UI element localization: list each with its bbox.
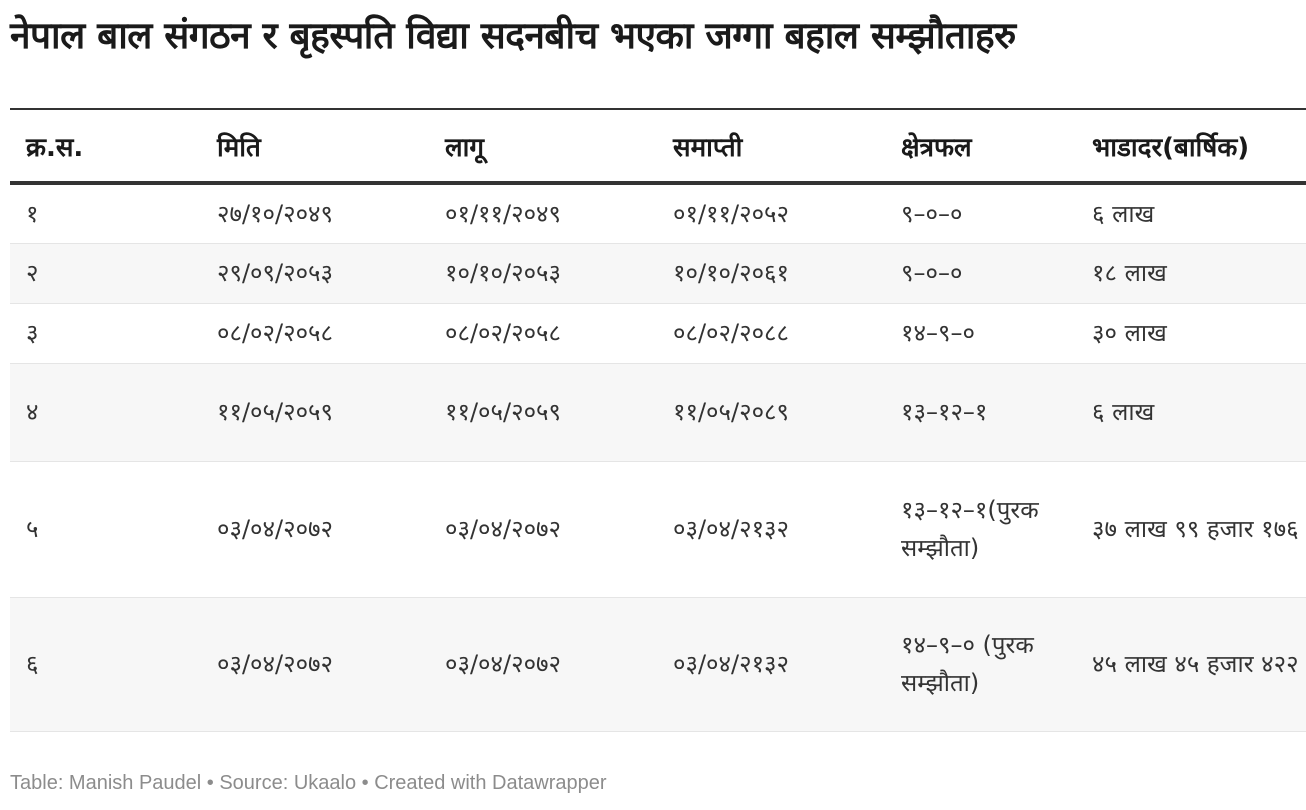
- table-row: [10, 303, 1306, 363]
- cell-expiry: १०/१०/२०६१: [657, 243, 885, 303]
- cell-effective: ११/०५/२०५९: [429, 363, 657, 461]
- cell-effective: ०८/०२/२०५८: [429, 303, 657, 363]
- cell-effective: १०/१०/२०५३: [429, 243, 657, 303]
- cell-expiry: ०१/११/२०५२: [657, 183, 885, 243]
- header-row: [10, 109, 1306, 183]
- cell-expiry: ११/०५/२०८९: [657, 363, 885, 461]
- cell-serial: ६: [10, 597, 201, 731]
- cell-expiry: ०८/०२/२०८८: [657, 303, 885, 363]
- table-row: [10, 243, 1306, 303]
- cell-date: २७/१०/२०४९: [201, 183, 429, 243]
- cell-area: १३–१२–१: [885, 363, 1076, 461]
- cell-serial: ५: [10, 461, 201, 597]
- cell-effective: ०३/०४/२०७२: [429, 597, 657, 731]
- cell-area: १३–१२–१(पुरक सम्झौता): [885, 461, 1076, 597]
- table-row: [10, 363, 1306, 461]
- table-row: [10, 597, 1306, 731]
- table-header: [10, 109, 1306, 183]
- cell-rent: ६ लाख: [1076, 183, 1306, 243]
- column-header-rent: भाडादर(बार्षिक): [1092, 132, 1250, 163]
- cell-effective: ०१/११/२०४९: [429, 183, 657, 243]
- cell-rent: १८ लाख: [1076, 243, 1306, 303]
- cell-expiry: ०३/०४/२१३२: [657, 461, 885, 597]
- cell-area: १४–९–०: [885, 303, 1076, 363]
- column-header-serial: क्र.स.: [26, 132, 84, 163]
- cell-area: १४–९–० (पुरक सम्झौता): [885, 597, 1076, 731]
- cell-serial: ४: [10, 363, 201, 461]
- table-row: [10, 183, 1306, 243]
- cell-expiry: ०३/०४/२१३२: [657, 597, 885, 731]
- chart-title: नेपाल बाल संगठन र बृहस्पति विद्या सदनबीच भएका जग्गा बहाल सम्झौताहरु: [10, 14, 1016, 57]
- cell-rent: ४५ लाख ४५ हजार ४२२: [1076, 597, 1306, 731]
- table-footer-credit: Table: Manish Paudel • Source: Ukaalo • Created with Datawrapper: [10, 772, 607, 794]
- cell-area: ९–०–०: [885, 243, 1076, 303]
- table-row: [10, 461, 1306, 597]
- cell-rent: ३० लाख: [1076, 303, 1306, 363]
- table-body: [10, 183, 1306, 731]
- cell-rent: ६ लाख: [1076, 363, 1306, 461]
- column-header-effective: लागू: [445, 132, 485, 163]
- cell-area: ९–०–०: [885, 183, 1076, 243]
- cell-date: २९/०९/२०५३: [201, 243, 429, 303]
- data-table-container: [10, 108, 1299, 732]
- cell-serial: २: [10, 243, 201, 303]
- column-header-date: मिति: [217, 132, 261, 163]
- cell-date: ०८/०२/२०५८: [201, 303, 429, 363]
- column-header-area: क्षेत्रफल: [901, 132, 972, 163]
- cell-date: ११/०५/२०५९: [201, 363, 429, 461]
- cell-serial: ३: [10, 303, 201, 363]
- data-table: [10, 108, 1306, 732]
- cell-rent: ३७ लाख ९९ हजार १७६: [1076, 461, 1306, 597]
- cell-effective: ०३/०४/२०७२: [429, 461, 657, 597]
- cell-serial: १: [10, 183, 201, 243]
- column-header-expiry: समाप्ती: [673, 132, 743, 163]
- cell-date: ०३/०४/२०७२: [201, 597, 429, 731]
- cell-date: ०३/०४/२०७२: [201, 461, 429, 597]
